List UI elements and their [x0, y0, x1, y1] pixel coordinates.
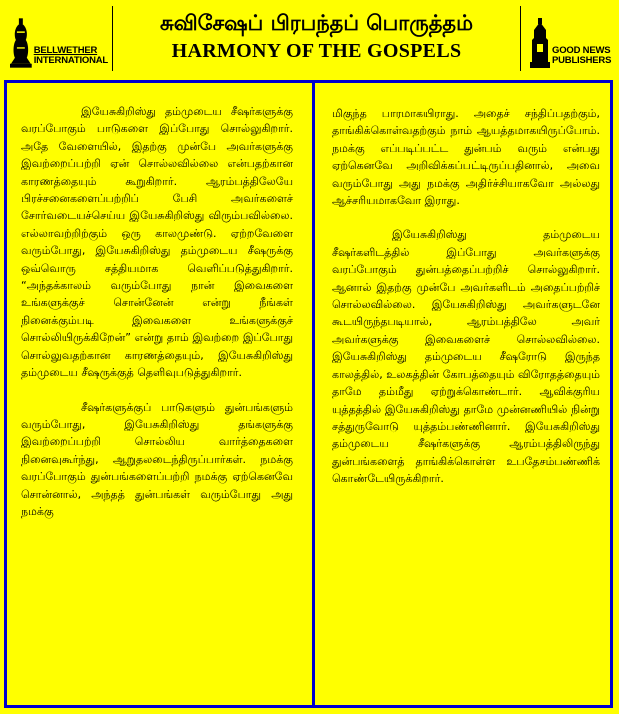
tower-icon	[530, 18, 550, 68]
page-title-tamil: சுவிசேஷப் பிரபந்தப் பொருத்தம்	[160, 11, 473, 35]
title-box	[112, 6, 521, 71]
right-column	[332, 105, 600, 488]
right-logo-line1: GOOD NEWS	[552, 45, 611, 56]
left-logo-line1: BELLWETHER	[33, 45, 98, 56]
right-paragraph-2: இயேசுகிறிஸ்து தம்முடைய சீஷர்களிடத்தில் இப்போது அவர்களுக்கு வரப்போகும் துன்பத்தைப்பற்றிச் சொல்லுகிறார். ஆனால் இதற்கு முன்பே அவர்களிடம் அதைப்பற்றிச் சொல்லவில்லை. இயேசுகிறிஸ்து அவர்களுடனே கூடயிருந்தபடியால், ஆரம்பத்திலே அவர் அவர்களுக்கு இவைகளைச் சொல்லவில்லை. இயேசுகிறிஸ்து தம்முடைய சீஷரோடு இருந்த காலத்தில், உலகத்தின் கோபத்தையும் விரோதத்தையும் தாமே தம்மீது ஏற்றுக்கொண்டார். ஆவிக்குரிய யுத்தத்தில் இயேசுகிறிஸ்து தாமே முன்னணியில் நின்று சத்துருவோடு யுத்தம்பண்ணினார். இயேசுகிறிஸ்து தம்முடைய சீஷர்களுக்கு ஆரம்பத்திலிருந்து துன்பங்களைத் தாங்கிக்கொள்ள உபதேசம்பண்ணிக் கொண்டேயிருக்கிறார்.	[332, 228, 600, 486]
content-frame	[4, 80, 613, 708]
left-paragraph-2: சீஷர்களுக்குப் பாடுகளும் துன்பங்களும் வரும்போது, இயேசுகிறிஸ்து தங்களுக்கு இவற்றைப்பற்றி சொல்லிய வார்த்தைகளை நினைவுகூர்ந்து, ஆறுதலடைந்திருப்பார்கள். நமக்கு வரப்போகும் துன்பங்களைப்பற்றி நமக்கு ஏற்கெனவே சொன்னால், அந்தத் துன்பங்கள் வரும்போது அது நமக்கு	[21, 400, 293, 518]
right-logo-line2: PUBLISHERS	[552, 55, 612, 66]
page-header	[0, 0, 619, 78]
left-logo-line2: INTERNATIONAL	[33, 55, 108, 66]
column-divider	[312, 83, 315, 705]
good-news-logo	[530, 12, 616, 68]
right-paragraph-1: மிகுந்த பாரமாகயிராது. அதைச் சந்திப்பதற்கும், தாங்கிக்கொள்வதற்கும் நாம் ஆயத்தமாகயிருப்போம். நமக்கு எப்படிப்பட்ட துன்பம் வரும் என்பது ஏற்கெனவே அறிவிக்கப்பட்டிருப்பதினால், அவை வரும்போது அது நமக்கு அதிர்ச்சியாகவோ அல்லது ஆச்சரியமாகவோ இராது.	[332, 107, 600, 208]
left-column	[21, 103, 293, 520]
page-title-english: HARMONY OF THE GOSPELS	[171, 40, 462, 62]
sheep-bell-icon	[10, 18, 32, 68]
left-paragraph-1: இயேசுகிறிஸ்து தம்முடைய சீஷர்களுக்கு வரப்போகும் பாடுகளை இப்போது சொல்லுகிறார். அதே வேளையில், இதற்கு முன்பே அவர்களுக்கு இவற்றைப்பற்றி ஏன் சொல்லவில்லை என்பதற்கான காரணத்தையும் கூறுகிறார். ஆரம்பத்திலேயே பிரச்சனைகளைப்பற்றிப் பேசி அவர்களைச் சோர்வடையச்செய்ய இயேசுகிறிஸ்து விரும்பவில்லை. எல்லாவற்றிற்கும் ஒரு காலமுண்டு. ஏற்றவேளை வரும்போது, இயேசுகிறிஸ்து தம்முடைய சீஷருக்கு ஒவ்வொரு சத்தியமாக வெளிப்படுத்துகிறார். “அந்தக்காலம் வரும்போது நான் இவைகளை உங்களுக்குச் சொன்னேன் என்று நீங்கள் நினைக்கும்படி இவைகளை உங்களுக்குச் சொல்லியிருக்கிறேன்” என்று தாம் இவற்றை இப்போது சொல்லுவதற்கான காரணத்தையும், இயேசுகிறிஸ்து தம்முடைய சீஷருக்குத் தெளிவுபடுத்துகிறார்.	[21, 105, 293, 380]
bellwether-logo	[10, 12, 108, 68]
